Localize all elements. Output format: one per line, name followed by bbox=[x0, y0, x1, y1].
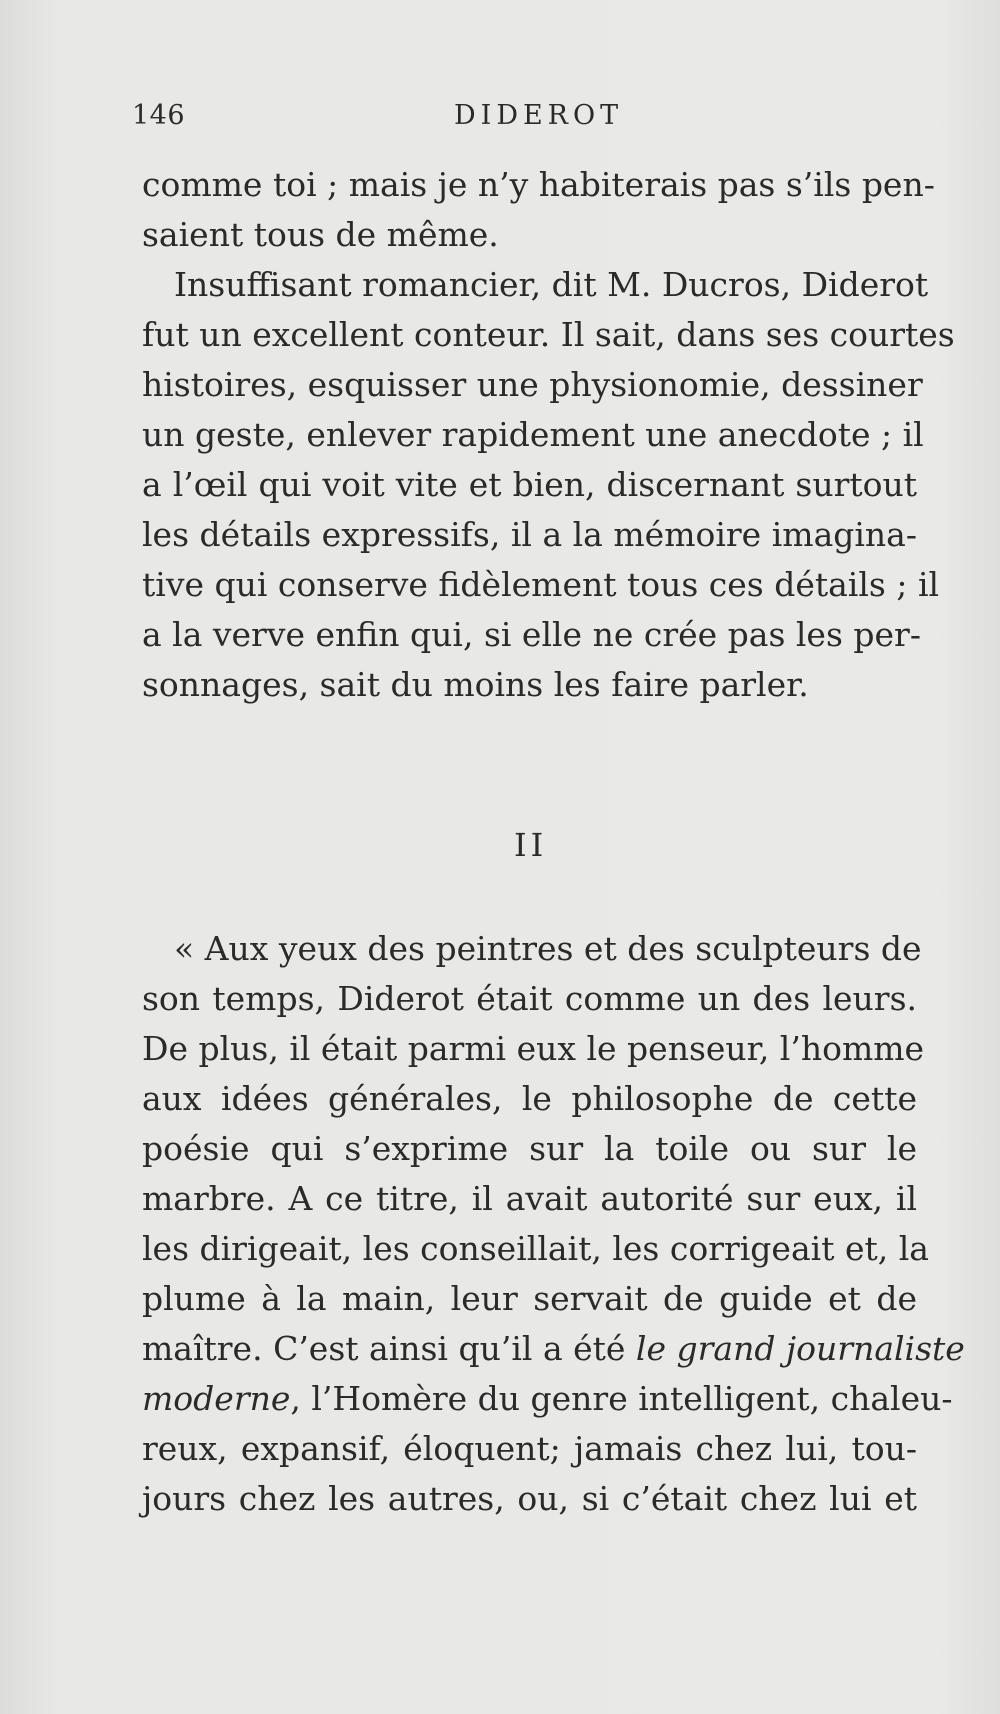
paragraph-continuation bbox=[142, 160, 935, 260]
italic-title: moderne bbox=[142, 1379, 291, 1418]
text-line: marbre. A ce titre, il avait autorité sur eux, il bbox=[142, 1179, 917, 1218]
text-line: jours chez les autres, ou, si c’était chez lui et bbox=[142, 1479, 917, 1518]
text-line: tive qui conserve fidèlement tous ces détails ; il bbox=[142, 565, 940, 604]
running-head: DIDEROT bbox=[454, 100, 624, 131]
text-line: aux idées générales, le philosophe de cette bbox=[142, 1079, 917, 1118]
text-line: comme toi ; mais je n’y habiterais pas s’ils pen- bbox=[142, 165, 935, 204]
paragraph-ducros bbox=[142, 260, 955, 710]
text-line: Insuffisant romancier, dit M. Ducros, Diderot bbox=[174, 265, 929, 304]
text-line: fut un excellent conteur. Il sait, dans ses courtes bbox=[142, 315, 955, 354]
page-number: 146 bbox=[132, 100, 186, 131]
text-line: histoires, esquisser une physionomie, dessiner bbox=[142, 365, 923, 404]
section-number: II bbox=[514, 826, 548, 864]
text-line: reux, expansif, éloquent; jamais chez lui, tou- bbox=[142, 1429, 917, 1468]
page-header bbox=[132, 100, 902, 140]
text-line: poésie qui s’exprime sur la toile ou sur le bbox=[142, 1129, 917, 1168]
text-line: les dirigeait, les conseillait, les corrigeait et, la bbox=[142, 1229, 929, 1268]
text-line: De plus, il était parmi eux le penseur, l’homme bbox=[142, 1029, 925, 1068]
text-line bbox=[142, 1374, 953, 1424]
text-line: les détails expressifs, il a la mémoire imagina- bbox=[142, 515, 917, 554]
text-line: saient tous de même. bbox=[142, 215, 499, 254]
text-line: plume à la main, leur servait de guide et de bbox=[142, 1279, 917, 1318]
text-line: un geste, enlever rapidement une anecdote ; il bbox=[142, 415, 924, 454]
text-line bbox=[142, 1324, 965, 1374]
paragraph-quotation bbox=[142, 924, 965, 1524]
italic-title: le grand journaliste bbox=[635, 1329, 965, 1368]
text-line: a l’œil qui voit vite et bien, discernant surtout bbox=[142, 465, 917, 504]
text-line: « Aux yeux des peintres et des sculpteurs de bbox=[174, 929, 922, 968]
text-line: son temps, Diderot était comme un des leurs. bbox=[142, 979, 917, 1018]
text-line: sonnages, sait du moins les faire parler. bbox=[142, 665, 809, 704]
text-run: , l’Homère du genre intelligent, chaleu- bbox=[290, 1379, 953, 1418]
text-line: a la verve enfin qui, si elle ne crée pas les per- bbox=[142, 615, 921, 654]
text-run: maître. C’est ainsi qu’il a été bbox=[142, 1329, 636, 1368]
